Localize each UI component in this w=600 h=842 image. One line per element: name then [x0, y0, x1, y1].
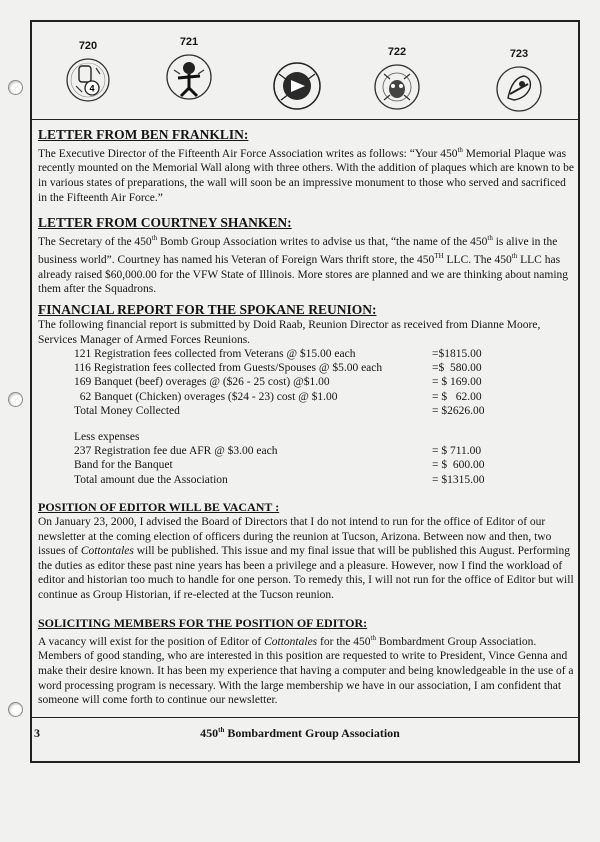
insignia-721: [159, 36, 219, 102]
row-amount: = $ 600.00: [432, 459, 485, 472]
income-row: [74, 404, 534, 418]
row-description: 121 Registration fees collected from Veterans @ $15.00 each: [74, 348, 356, 360]
svg-text:4: 4: [89, 83, 95, 94]
row-description: 169 Banquet (beef) overages @ ($26 - 25 cost) @$1.00: [74, 376, 330, 389]
row-amount: =$1815.00: [432, 348, 482, 360]
section-courtney-shanken: [38, 215, 576, 297]
insignia-720: [58, 40, 118, 104]
page-number: 3: [34, 726, 40, 740]
section-soliciting-members: [38, 616, 576, 708]
expense-row: [74, 444, 534, 458]
row-description: 62 Banquet (Chicken) overages ($24 - 23) cost @ $1.00: [74, 390, 338, 403]
section-ben-franklin: [38, 127, 576, 205]
squadron-722-insignia-icon: [372, 62, 422, 112]
row-amount: = $ 62.00: [432, 390, 482, 403]
binder-hole-top: [8, 80, 23, 95]
row-description: Total amount due the Association: [74, 473, 228, 486]
section-body: The Executive Director of the Fifteenth Air Force Association writes as follows: “Your 450th Memorial Plaque was recently mounted on the Memorial Wall along with three others. With the addition of plaques which are known to be in various states of preparations, the wall will soon be an impressive monument to those who served and sacrificed in the Fifteenth Air Force.”: [38, 146, 574, 204]
section-financial-report: [38, 302, 576, 347]
section-body: A vacancy will exist for the position of Editor of Cottontales for the 450th Bombardment Group Association. Members of good standing, who are interested in this position are requested to write to President, Vince Genna and make their desire known. It has been my experience that having a computer and being knowledgeable in the use of a word processing program is necessary. With the large membership we have in our association, I am confident that someone will come forth to continue our newsletter.: [38, 634, 574, 707]
insignia-number: 720: [78, 40, 98, 52]
squadron-721-insignia-icon: [164, 52, 214, 102]
section-body: The Secretary of the 450th Bomb Group Association writes to advise us that, “the name of the 450th is alive in the business world”. Courtney has named his Veteran of Foreign Wars thrift store, the 450TH LLC. The 450th LLC has already raised $60,000.00 for the VFW State of Illinois. More stores are planned and we are thinking about naming them after the Squadrons.: [38, 234, 569, 296]
binder-hole-bottom: [8, 702, 23, 717]
insignia-number: 723: [509, 48, 529, 60]
section-body: On January 23, 2000, I advised the Board of Directors that I do not intend to run for the office of Editor of our newsletter at the coming election of officers during the reunion at Tucson, Arizona. Between now and then, two issues of Cottontales will be published. This issue and my final issue that will be published this August. Performing the duties as editor these past nine years has been a privilege and a pleasure. However, now I find the workload of editor and historian too much to handle for one person. To remedy this, I will not run for the office of Editor but will continue as Group Historian, if re-elected at the Tucson reunion.: [38, 516, 574, 601]
squadron-723-insignia-icon: [494, 64, 544, 114]
expense-header: Less expenses: [74, 431, 140, 443]
insignia-number: 721: [179, 36, 199, 48]
binder-hole-middle: [8, 392, 23, 407]
row-amount: = $ 169.00: [432, 376, 482, 389]
expense-row: [74, 473, 534, 487]
row-amount: = $ 711.00: [432, 445, 482, 458]
insignia-722: [367, 46, 427, 112]
section-heading: LETTER FROM BEN FRANKLIN:: [38, 127, 249, 142]
income-row: [74, 390, 534, 404]
income-row: [74, 375, 534, 389]
insignia-number: 722: [387, 46, 407, 58]
insignia-group: [267, 56, 327, 112]
row-amount: =$ 580.00: [432, 362, 482, 375]
insignia-723: [489, 48, 549, 114]
section-heading: FINANCIAL REPORT FOR THE SPOKANE REUNION:: [38, 302, 377, 317]
section-editor-vacant: [38, 500, 576, 603]
row-description: 116 Registration fees collected from Guests/Spouses @ $5.00 each: [74, 362, 383, 375]
footer-title: 450th Bombardment Group Association: [200, 726, 400, 740]
expense-row: [74, 458, 534, 472]
group-insignia-icon: [271, 60, 323, 112]
row-amount: = $2626.00: [432, 404, 485, 417]
section-intro: The following financial report is submitted by Doid Raab, Reunion Director as received from Dianne Moore, Services Manager of Armed Forces Reunions.: [38, 319, 541, 346]
income-table: [74, 347, 534, 418]
row-amount: = $1315.00: [432, 473, 485, 486]
section-heading: POSITION OF EDITOR WILL BE VACANT :: [38, 500, 280, 514]
income-row: [74, 361, 534, 375]
header-divider: [31, 119, 579, 120]
section-heading: LETTER FROM COURTNEY SHANKEN:: [38, 215, 292, 230]
expense-header-row: [74, 430, 534, 444]
income-row: [74, 347, 534, 361]
expense-table: [74, 430, 534, 487]
squadron-720-insignia-icon: [64, 56, 112, 104]
section-heading: SOLICITING MEMBERS FOR THE POSITION OF EDITOR:: [38, 616, 368, 630]
row-description: 237 Registration fee due AFR @ $3.00 each: [74, 445, 278, 458]
row-description: Total Money Collected: [74, 404, 180, 417]
footer-divider: [31, 717, 579, 718]
squadron-insignia-band: [32, 22, 578, 120]
row-description: Band for the Banquet: [74, 459, 173, 472]
